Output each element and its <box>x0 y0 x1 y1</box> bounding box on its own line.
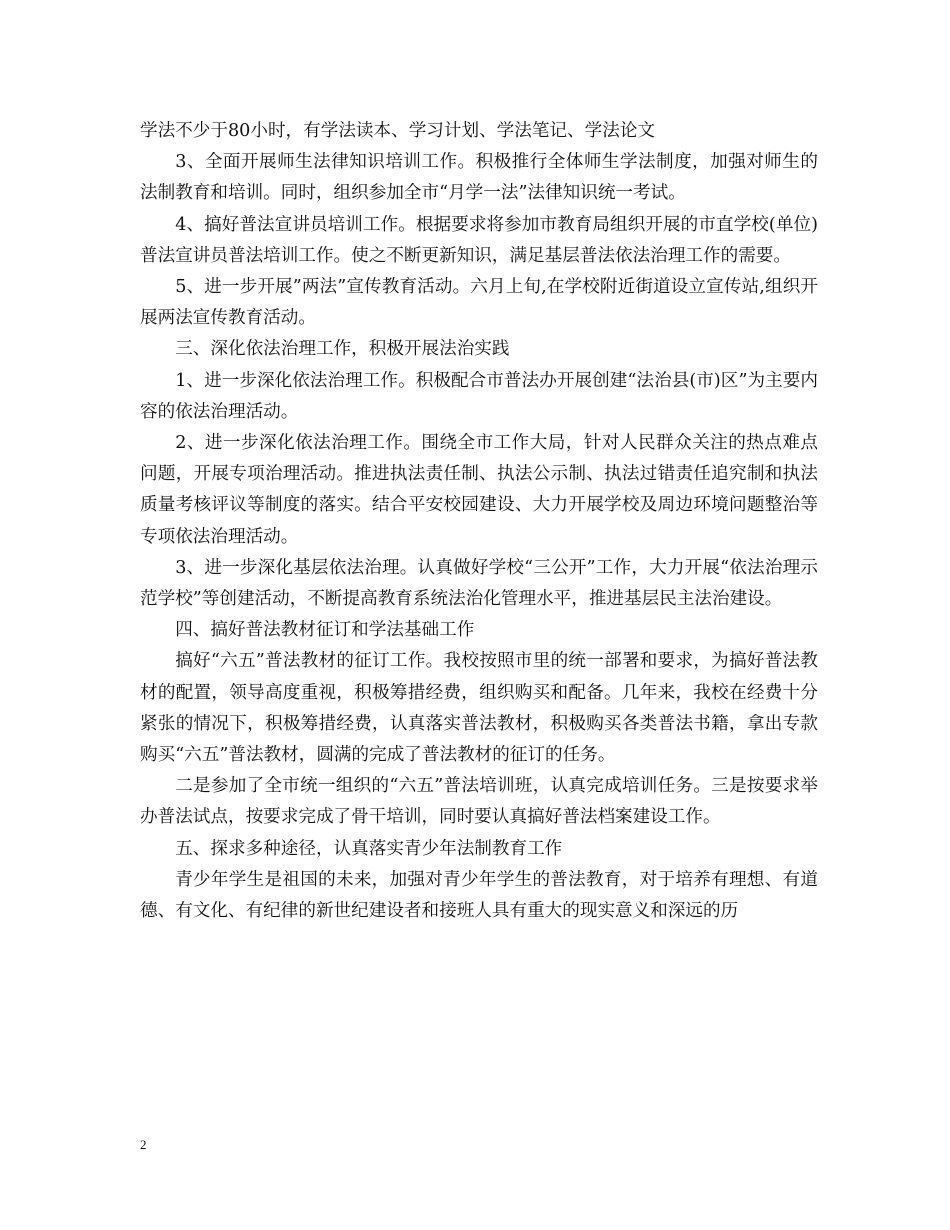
document-body <box>140 116 818 927</box>
paragraph-13: 青少年学生是祖国的未来，加强对青少年学生的普法教育，对于培养有理想、有道德、有文化、有纪律的新世纪建设者和接班人具有重大的现实意义和深远的历 <box>140 869 818 922</box>
paragraph-1: 学法不少于80小时，有学法读本、学习计划、学法笔记、学法论文 <box>140 121 656 141</box>
paragraph-10: 搞好“六五”普法教材的征订工作。我校按照市里的统一部署和要求，为搞好普法教材的配置，领导高度重视，积极筹措经费，组织购买和配备。几年来，我校在经费十分紧张的情况下，积极筹措经费，认真落实普法教材，积极购买各类普法书籍，拿出专款购买“六五”普法教材，圆满的完成了普法教材的征订的任务。 <box>140 651 818 766</box>
paragraph-7: 2、进一步深化依法治理工作。围绕全市工作大局，针对人民群众关注的热点难点问题，开展专项治理活动。推进执法责任制、执法公示制、执法过错责任追究制和执法质量考核评议等制度的落实。结合平安校园建设、大力开展学校及周边环境问题整治等专项依法治理活动。 <box>140 433 818 547</box>
section-heading-3: 三、深化依法治理工作，积极开展法治实践 <box>175 339 510 360</box>
paragraph-11: 二是参加了全市统一组织的“六五”普法培训班，认真完成培训任务。三是按要求举办普法试点，按要求完成了骨干培训，同时要认真搞好普法档案建设工作。 <box>140 776 818 828</box>
section-heading-5: 五、探求多种途径，认真落实青少年法制教育工作 <box>175 838 563 859</box>
paragraph-4: 5、进一步开展”两法”宣传教育活动。六月上旬,在学校附近街道设立宣传站,组织开展两法宣传教育活动。 <box>140 277 818 329</box>
section-heading-4: 四、搞好普法教材征订和学法基础工作 <box>175 620 475 641</box>
paragraph-2: 3、全面开展师生法律知识培训工作。积极推行全体师生学法制度，加强对师生的法制教育和培训。同时，组织参加全市“月学一法”法律知识统一考试。 <box>140 152 818 204</box>
page-number: 2 <box>140 1137 147 1152</box>
paragraph-8: 3、进一步深化基层依法治理。认真做好学校“三公开”工作，大力开展“依法治理示范学校”等创建活动，不断提高教育系统法治化管理水平，推进基层民主法治建设。 <box>140 557 818 610</box>
paragraph-6: 1、进一步深化依法治理工作。积极配合市普法办开展创建“法治县(市)区”为主要内容的依法治理活动。 <box>140 370 818 422</box>
paragraph-3: 4、搞好普法宣讲员培训工作。根据要求将参加市教育局组织开展的市直学校(单位)普法宣讲员普法培训工作。使之不断更新知识，满足基层普法依法治理工作的需要。 <box>140 214 818 266</box>
